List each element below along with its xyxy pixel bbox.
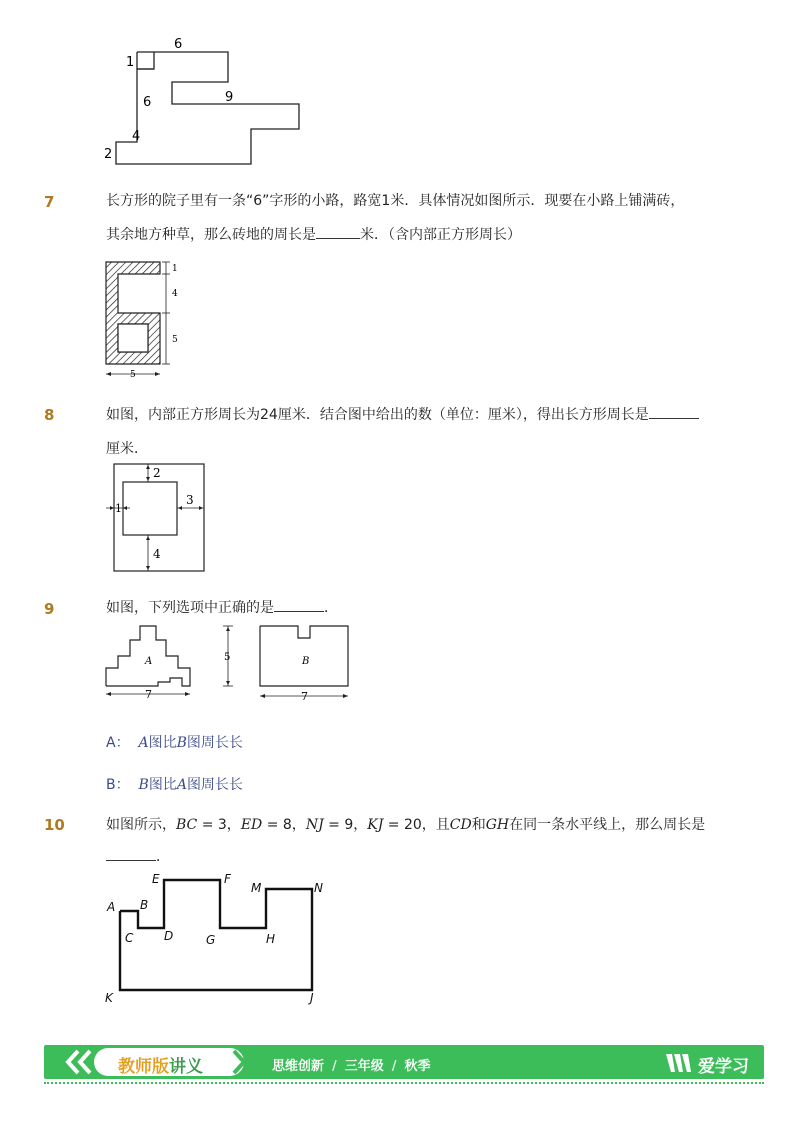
question-number: 8 [44,406,55,424]
dim-left-1: 1 [115,502,122,515]
dim-right-3: 3 [186,493,194,507]
staircase-figure [100,34,310,170]
footer-subtitle: 思维创新 / 三年级 / 秋季 [272,1059,431,1074]
dim-bottom-4: 4 [153,547,161,561]
option-a[interactable]: A： A图比B图周长长 [106,735,243,751]
label-left-6: 6 [143,95,152,110]
shape-b-label: B [302,656,310,667]
point-b: B [140,898,149,912]
question-number: 7 [44,193,55,211]
perimeter-figure [100,866,340,1006]
question-7-line2: 其余地方种草，那么砖地的周长是 米．（含内部正方形周长） [106,227,521,243]
label-left-2: 2 [104,147,113,162]
label-left-1: 1 [126,55,135,70]
dim-5-right: 5 [172,335,178,345]
question-7-line1: 长方形的院子里有一条“6”字形的小路，路宽1米．具体情况如图所示．现要在小路上铺满砖， [106,193,685,209]
shape-a-width: 7 [145,688,152,701]
point-k: K [105,991,113,1005]
dim-1: 1 [172,264,178,274]
chevrons-left-icon [64,1048,94,1076]
point-g: G [206,933,216,947]
dim-4: 4 [172,289,178,299]
point-a: A [107,900,116,914]
brand-logo-icon [664,1050,696,1076]
shape-a-label: A [145,656,153,667]
point-f: F [224,872,231,886]
question-number: 9 [44,600,55,618]
dim-top-2: 2 [153,466,161,480]
dim-5-bottom: 5 [130,370,136,380]
footer-divider [44,1082,764,1084]
chevrons-right-icon [230,1048,260,1076]
figure-6-path [98,254,188,384]
question-10-line1: 如图所示，BC = 3，ED = 8，NJ = 9，KJ = 20，且CD和GH在同一条水平线上，那么周长是 [106,817,706,833]
height-5: 5 [224,652,231,663]
option-b[interactable]: B： B图比A图周长长 [106,777,243,793]
footer-title: 教师版讲义 [118,1057,203,1077]
label-top-6: 6 [174,37,183,52]
point-j: J [310,991,314,1005]
label-left-4: 4 [132,129,141,144]
question-8-line2: 厘米． [106,441,148,457]
shape-b-width: 7 [301,690,308,703]
label-mid-9: 9 [225,90,234,105]
point-c: C [125,931,134,945]
question-10-line2: ． [106,840,170,874]
point-h: H [266,932,276,946]
square-in-rectangle-figure [100,462,212,574]
question-8-line1: 如图，内部正方形周长为24厘米．结合图中给出的数（单位：厘米），得出长方形周长是 [106,398,699,432]
point-m: M [251,881,262,895]
point-e: E [152,872,160,886]
point-d: D [164,929,174,943]
shapes-a-b-figure [100,618,360,708]
brand-name: 爱学习 [698,1057,749,1077]
point-n: N [314,881,323,895]
question-9-line1: 如图，下列选项中正确的是 ． [106,600,338,616]
question-number: 10 [44,816,65,834]
